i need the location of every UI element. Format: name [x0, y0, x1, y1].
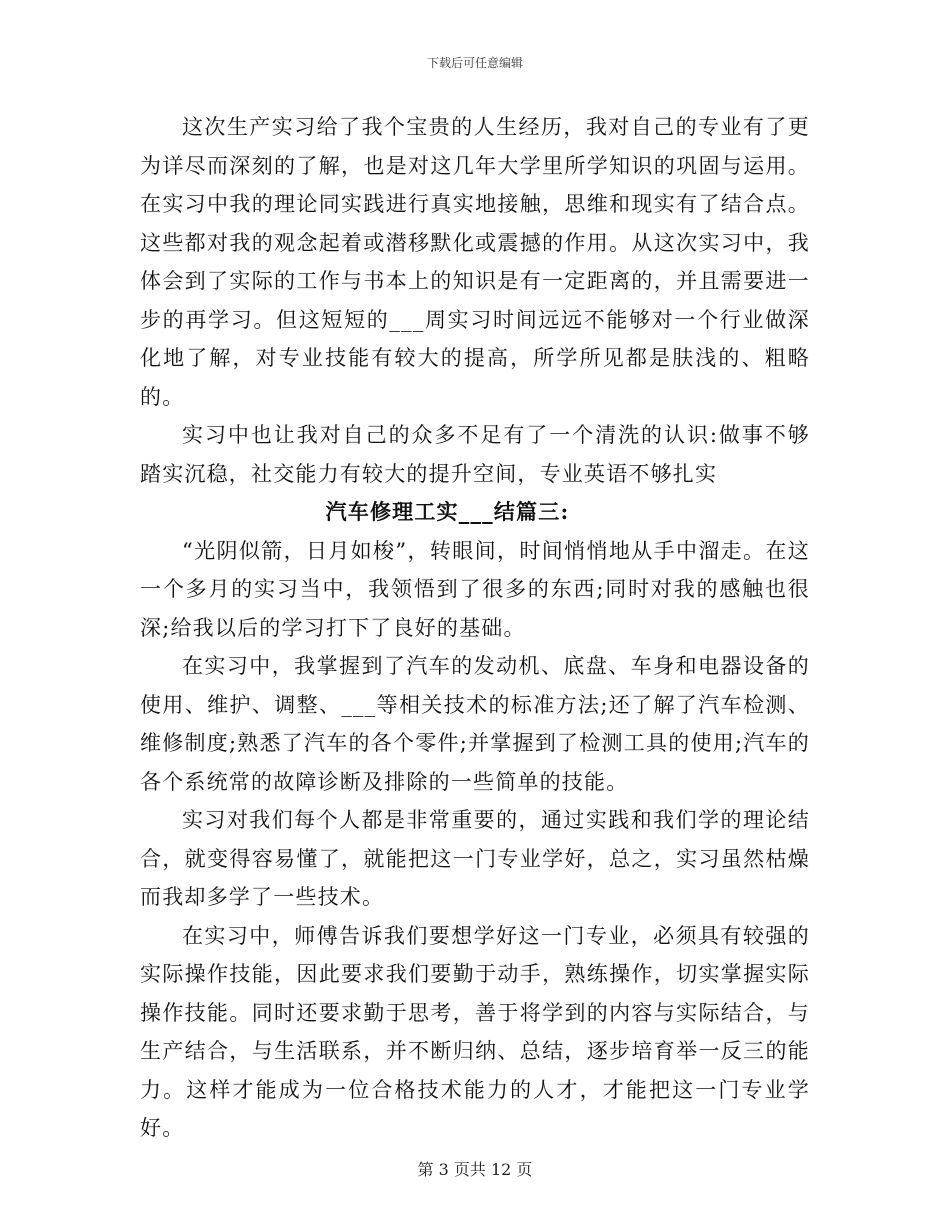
paragraph: 实习中也让我对自己的众多不足有了一个清洗的认识:做事不够踏实沉稳，社交能力有较大的提升空间，专业英语不够扎实 — [140, 423, 810, 486]
header-note: 下载后可任意编辑 — [426, 56, 523, 70]
section-title: 汽车修理工实___结篇三: — [325, 499, 570, 524]
paragraph: 在实习中，我掌握到了汽车的发动机、底盘、车身和电器设备的使用、维护、调整、___等相关技术的标准方法;还了解了汽车检测、维修制度;熟悉了汽车的各个零件;并掌握到了检测工具的使用;汽车的各个系统常的故障诊断及排除的一些简单的技能。 — [140, 654, 810, 794]
paragraph: 在实习中，师傅告诉我们要想学好这一门专业，必须具有较强的实际操作技能，因此要求我们要勤于动手，熟练操作，切实掌握实际操作技能。同时还要求勤于思考，善于将学到的内容与实际结合，与生产结合，与生活联系，并不断归纳、总结，逐步培育举一反三的能力。这样才能成为一位合格技术能力的人才，才能把这一门专业学好。 — [140, 923, 810, 1140]
paragraph: 这次生产实习给了我个宝贵的人生经历，我对自己的专业有了更为详尽而深刻的了解，也是对这几年大学里所学知识的巩固与运用。在实习中我的理论同实践进行真实地接触，思维和现实有了结合点。这些都对我的观念起着或潜移默化或震撼的作用。从这次实习中，我体会到了实际的工作与书本上的知识是有一定距离的，并且需要进一步的再学习。但这短短的___周实习时间远远不能够对一个行业做深化地了解，对专业技能有较大的提高，所学所见都是肤浅的、粗略的。 — [140, 115, 810, 409]
paragraph: 实习对我们每个人都是非常重要的，通过实践和我们学的理论结合，就变得容易懂了，就能把这一门专业学好，总之，实习虽然枯燥而我却多学了一些技术。 — [140, 808, 810, 909]
document-body — [140, 108, 810, 1148]
paragraph: “光阴似箭，日月如梭”，转眼间，时间悄悄地从手中溜走。在这一个多月的实习当中，我领悟到了很多的东西;同时对我的感触也很深;给我以后的学习打下了良好的基础。 — [140, 538, 810, 640]
page-number: 第 3 页共 12 页 — [417, 1160, 533, 1179]
